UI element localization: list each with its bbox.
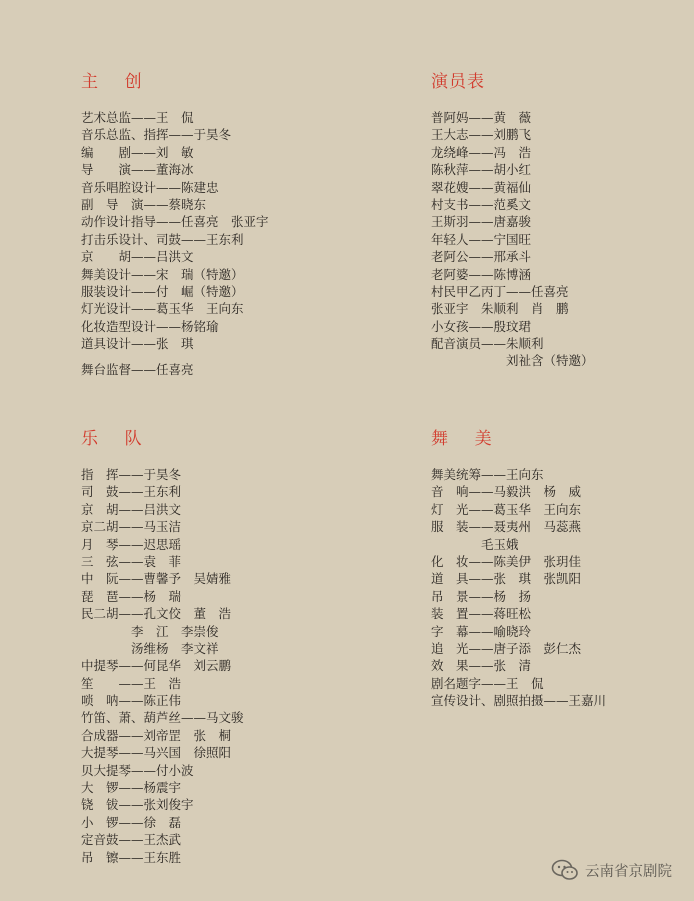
- watermark-text: 云南省京剧院: [585, 863, 672, 880]
- credit-line: 艺术总监——王 侃: [81, 110, 194, 125]
- credit-list: [81, 466, 244, 866]
- credit-line: 竹笛、萧、葫芦丝——马文骏: [81, 710, 244, 726]
- credit-line: 王大志——刘鹏飞: [431, 127, 532, 143]
- credit-line: 普阿妈——黄 薇: [431, 110, 532, 125]
- credit-line: 音乐唱腔设计——陈建忠: [81, 179, 219, 195]
- credit-line: 舞美统筹——王向东: [431, 467, 544, 482]
- credit-list: [81, 109, 269, 379]
- section-heading: 演员表: [431, 72, 485, 92]
- credit-line: 宣传设计、剧照拍摄——王嘉川: [431, 693, 607, 709]
- credit-line: 陈秋萍——胡小红: [431, 162, 532, 178]
- credit-line: 刘祉含（特邀）: [431, 353, 594, 369]
- credit-line: 村支书——范奚文: [431, 196, 532, 212]
- credit-line: 定音鼓——王杰武: [81, 832, 182, 848]
- credit-line: 音乐总监、指挥——于昊冬: [81, 127, 232, 143]
- credit-line: 副 导 演——蔡晓东: [81, 196, 207, 212]
- credit-line: 三 弦——袁 菲: [81, 553, 182, 569]
- credit-line: 铙 钹——张刘俊宇: [81, 797, 194, 813]
- credit-line: 毛玉娥: [431, 536, 519, 552]
- credit-line: 老阿公——邢承斗: [431, 249, 532, 265]
- credit-line: 化 妆——陈美伊 张玥佳: [431, 553, 582, 569]
- section-heading: 主 创: [81, 72, 143, 92]
- credit-line: 张亚宇 朱顺利 肖 鹏: [431, 301, 569, 317]
- section-yanyuan: [431, 71, 594, 370]
- credit-line: 服装设计——付 崛（特邀）: [81, 283, 244, 299]
- credit-line: 唢 呐——陈正伟: [81, 693, 182, 709]
- credit-line: 化妆造型设计——杨铭瑜: [81, 318, 219, 334]
- credit-line: 翠花嫂——黄福仙: [431, 179, 532, 195]
- credit-line: 中提琴——何昆华 刘云鹏: [81, 658, 232, 674]
- credit-line: 效 果——张 清: [431, 658, 532, 674]
- credit-line: 装 置——蒋旺松: [431, 606, 532, 622]
- credit-line: 道 具——张 琪 张凯阳: [431, 571, 582, 587]
- credit-line: 李 江 李崇俊: [81, 623, 219, 639]
- credit-line: 老阿婆——陈博涵: [431, 266, 532, 282]
- credit-line: 笙 ——王 浩: [81, 675, 182, 691]
- credit-line: 民二胡——孔文佼 董 浩: [81, 606, 232, 622]
- section-heading: 乐 队: [81, 429, 143, 449]
- credit-line: 汤维杨 李文祥: [81, 640, 219, 656]
- credit-line: 年轻人——宁国旺: [431, 231, 532, 247]
- credit-list: [431, 109, 594, 370]
- credit-line: 道具设计——张 琪: [81, 336, 194, 352]
- credit-line: 京二胡——马玉洁: [81, 519, 182, 535]
- credit-line: 动作设计指导——任喜亮 张亚宇: [81, 214, 269, 230]
- credit-line: 小女孩——殷玟珺: [431, 318, 532, 334]
- credit-line: 打击乐设计、司鼓——王东利: [81, 231, 244, 247]
- credit-line: 月 琴——迟思瑶: [81, 536, 182, 552]
- credit-list: [431, 466, 606, 709]
- credit-line: 指 挥——于昊冬: [81, 467, 182, 482]
- credit-line: 贝大提琴——付小波: [81, 762, 194, 778]
- credit-line: 大提琴——马兴国 徐照阳: [81, 745, 232, 761]
- credit-line: 合成器——刘帝罡 张 桐: [81, 727, 232, 743]
- credit-line: 导 演——董海冰: [81, 162, 194, 178]
- credit-line: 大 锣——杨震宇: [81, 780, 182, 796]
- credit-line: 王斯羽——唐嘉骏: [431, 214, 532, 230]
- credit-line: 追 光——唐子添 彭仁杰: [431, 640, 582, 656]
- watermark: [551, 859, 672, 881]
- credit-line: 琵 琶——杨 瑞: [81, 588, 182, 604]
- credit-line: 服 装——聂夷州 马蕊燕: [431, 519, 582, 535]
- credit-line: 配音演员——朱顺利: [431, 336, 544, 352]
- credit-line: 灯 光——葛玉华 王向东: [431, 501, 582, 517]
- section-zhuchuang: [81, 71, 269, 379]
- credit-line: 灯光设计——葛玉华 王向东: [81, 301, 244, 317]
- credit-line: 中 阮——曹馨予 吴婧雅: [81, 571, 232, 587]
- credit-line: 吊 镲——王东胜: [81, 849, 182, 865]
- credit-line: 小 锣——徐 磊: [81, 814, 182, 830]
- credit-line: 字 幕——喻晓玲: [431, 623, 532, 639]
- credit-line: 音 响——马毅洪 杨 威: [431, 484, 582, 500]
- credit-line: 编 剧——刘 敏: [81, 144, 194, 160]
- credit-line: 京 胡——吕洪文: [81, 249, 194, 265]
- section-heading: 舞 美: [431, 429, 493, 449]
- wechat-icon: [551, 859, 579, 881]
- credit-line: 舞美设计——宋 瑞（特邀）: [81, 266, 244, 282]
- credit-line: 司 鼓——王东利: [81, 484, 182, 500]
- credit-line: 剧名题字——王 侃: [431, 675, 544, 691]
- credit-line: 吊 景——杨 扬: [431, 588, 532, 604]
- section-wumei: [431, 428, 606, 709]
- credit-line: 村民甲乙丙丁——任喜亮: [431, 283, 569, 299]
- section-yuedui: [81, 428, 244, 866]
- credit-line: 京 胡——吕洪文: [81, 501, 182, 517]
- credit-line-stage-manager: 舞台监督——任喜亮: [81, 362, 194, 378]
- credit-line: 龙绕峰——冯 浩: [431, 144, 532, 160]
